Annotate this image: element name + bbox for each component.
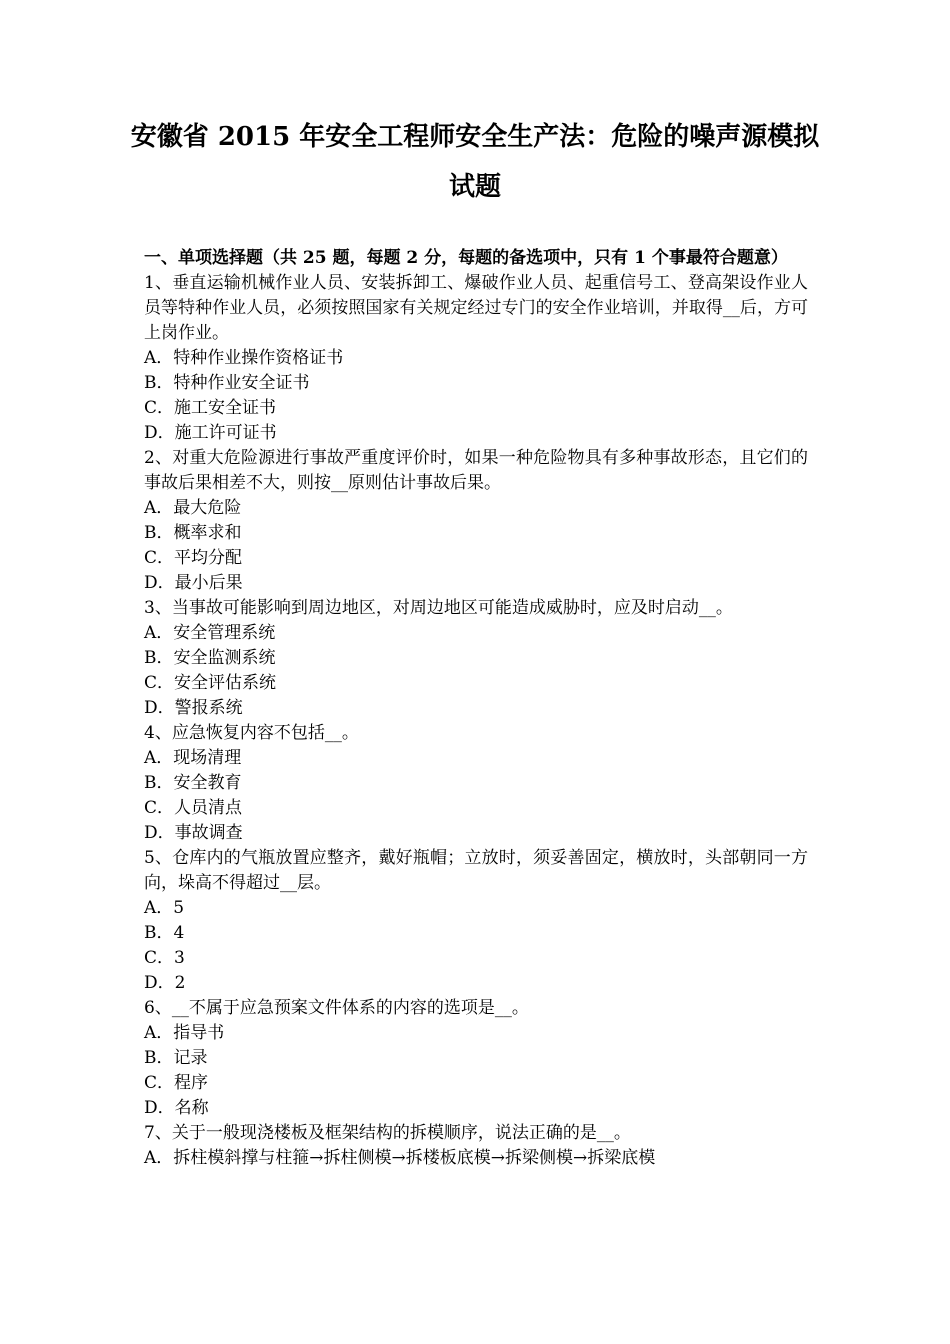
document-title-line-1: 安徽省 2015 年安全工程师安全生产法：危险的噪声源模拟: [130, 122, 820, 152]
option-c: C．安全评估系统: [144, 673, 277, 693]
option-a: A．最大危险: [144, 498, 242, 518]
option-b: B．记录: [144, 1048, 208, 1068]
option-a: A．特种作业操作资格证书: [144, 348, 344, 368]
question-stem: 5、仓库内的气瓶放置应整齐，戴好瓶帽；立放时，须妥善固定，横放时，头部朝同一方向，垛高不得超过__层。: [144, 848, 808, 893]
option-c: C．平均分配: [144, 548, 243, 568]
option-c: C．人员清点: [144, 798, 243, 818]
option-d: D．警报系统: [144, 698, 243, 718]
question-stem: 7、关于一般现浇楼板及框架结构的拆模顺序，说法正确的是__。: [144, 1123, 631, 1143]
question-6: [144, 996, 808, 1121]
section-heading: 一、单项选择题（共 25 题，每题 2 分，每题的备选项中，只有 1 个事最符合题意）: [144, 248, 788, 268]
option-c: C．施工安全证书: [144, 398, 277, 418]
option-c: C．程序: [144, 1073, 209, 1093]
option-b: B．4: [144, 923, 185, 943]
option-d: D．事故调查: [144, 823, 243, 843]
question-7: [144, 1121, 808, 1171]
option-c: C．3: [144, 948, 185, 968]
question-stem: 2、对重大危险源进行事故严重度评价时，如果一种危险物具有多种事故形态，且它们的事故后果相差不大，则按__原则估计事故后果。: [144, 448, 808, 493]
question-3: [144, 596, 808, 721]
option-b: B．概率求和: [144, 523, 242, 543]
option-a: A．现场清理: [144, 748, 242, 768]
option-b: B．安全监测系统: [144, 648, 276, 668]
question-stem: 1、垂直运输机械作业人员、安装拆卸工、爆破作业人员、起重信号工、登高架设作业人员等特种作业人员，必须按照国家有关规定经过专门的安全作业培训，并取得__后，方可上岗作业。: [144, 273, 808, 343]
question-5: [144, 846, 808, 996]
document-title-line-2: 试题: [448, 172, 501, 202]
option-a: A．指导书: [144, 1023, 225, 1043]
option-d: D．施工许可证书: [144, 423, 277, 443]
option-a: A．拆柱模斜撑与柱箍→拆柱侧模→拆楼板底模→拆梁侧模→拆梁底模: [144, 1148, 656, 1168]
question-2: [144, 446, 808, 596]
question-stem: 6、__不属于应急预案文件体系的内容的选项是__。: [144, 998, 529, 1018]
document-body: [144, 246, 808, 1171]
option-d: D．最小后果: [144, 573, 243, 593]
option-d: D．2: [144, 973, 186, 993]
option-b: B．特种作业安全证书: [144, 373, 310, 393]
option-a: A．5: [144, 898, 185, 918]
option-d: D．名称: [144, 1098, 209, 1118]
option-a: A．安全管理系统: [144, 623, 276, 643]
question-stem: 4、应急恢复内容不包括__。: [144, 723, 359, 743]
option-b: B．安全教育: [144, 773, 242, 793]
question-stem: 3、当事故可能影响到周边地区，对周边地区可能造成威胁时，应及时启动__。: [144, 598, 733, 618]
question-1: [144, 271, 808, 446]
question-4: [144, 721, 808, 846]
